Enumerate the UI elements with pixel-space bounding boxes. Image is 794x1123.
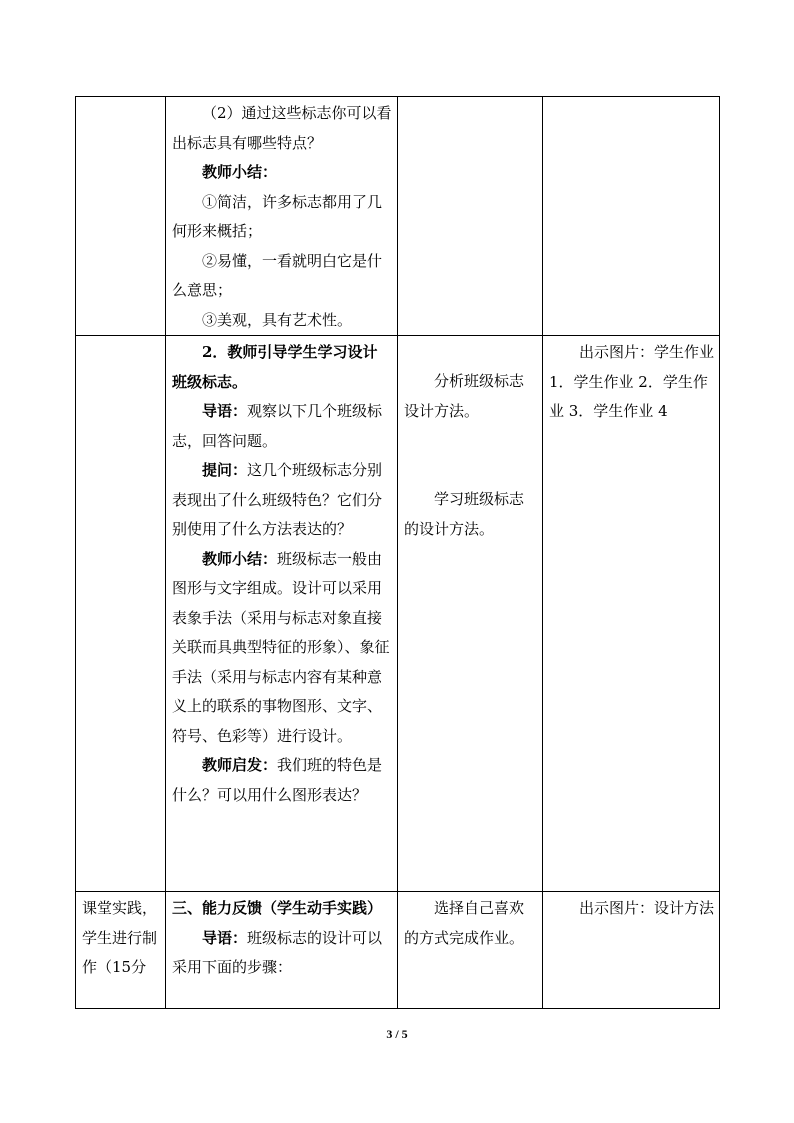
stage-cell <box>76 336 166 892</box>
student-activity: 选择自己喜欢的方式完成作业。 <box>404 899 525 947</box>
student-activity-cell <box>398 97 543 336</box>
guide-text: 班级标志的设计可以采用下面的步骤： <box>172 928 383 976</box>
inspire-text: 我们班的特色是什么？可以用什么图形表达？ <box>172 756 383 804</box>
resource-cell <box>543 97 720 336</box>
question-paragraph <box>172 456 392 545</box>
student-activity-cell <box>398 892 543 1009</box>
table-row <box>76 97 720 336</box>
guide-label: 导语： <box>202 402 248 420</box>
section-heading: 2．教师引导学生学习设计班级标志。 <box>172 343 378 391</box>
stage-cell <box>76 892 166 1009</box>
page-number: 3 / 5 <box>386 1027 408 1041</box>
question-2: （2）通过这些标志你可以看出标志具有哪些特点？ <box>172 104 392 152</box>
stage-cell <box>76 97 166 336</box>
student-activity-2: 学习班级标志的设计方法。 <box>404 490 525 538</box>
summary-text: 班级标志一般由图形与文字组成。设计可以采用表象手法（采用与标志对象直接关联而具典型特征的形象）、象征手法（采用与标志内容有某种意义上的联系的事物图形、文字、符号、色彩等）进行设计。 <box>172 549 390 745</box>
guide-text: 观察以下几个班级标志，回答问题。 <box>172 402 383 450</box>
summary-point-3: ③美观，具有艺术性。 <box>202 310 353 329</box>
resource-cell <box>543 336 720 892</box>
inspire-label: 教师启发： <box>202 756 278 774</box>
student-activity-cell <box>398 336 543 892</box>
question-text: 这几个班级标志分别表现出了什么班级特色？它们分别使用了什么方法表达的？ <box>172 461 383 538</box>
lesson-plan-table <box>75 96 720 1009</box>
table-row <box>76 336 720 892</box>
summary-point-1: ①简洁，许多标志都用了几何形来概括； <box>172 192 383 240</box>
section-heading: 三、能力反馈（学生动手实践） <box>172 899 383 917</box>
guide-label: 导语： <box>202 928 248 947</box>
table-row <box>76 892 720 1009</box>
guide-paragraph <box>172 924 392 983</box>
guide-paragraph <box>172 397 392 456</box>
summary-paragraph <box>172 545 392 752</box>
student-activity-1: 分析班级标志设计方法。 <box>404 372 525 420</box>
resource-text: 出示图片：学生作业 1．学生作业 2．学生作业 3．学生作业 4 <box>549 343 715 420</box>
resource-cell <box>543 892 720 1009</box>
summary-label: 教师小结： <box>202 549 278 568</box>
teacher-activity-cell <box>166 336 398 892</box>
resource-text: 出示图片：设计方法 <box>579 899 715 917</box>
summary-point-2: ②易懂，一看就明白它是什么意思； <box>172 251 383 299</box>
teacher-activity-cell <box>166 892 398 1009</box>
teacher-activity-cell <box>166 97 398 336</box>
question-label: 提问： <box>202 461 248 479</box>
inspire-paragraph <box>172 751 392 810</box>
summary-label: 教师小结： <box>202 163 278 181</box>
stage-text: 课堂实践，学生进行制作（15分 <box>82 899 158 976</box>
